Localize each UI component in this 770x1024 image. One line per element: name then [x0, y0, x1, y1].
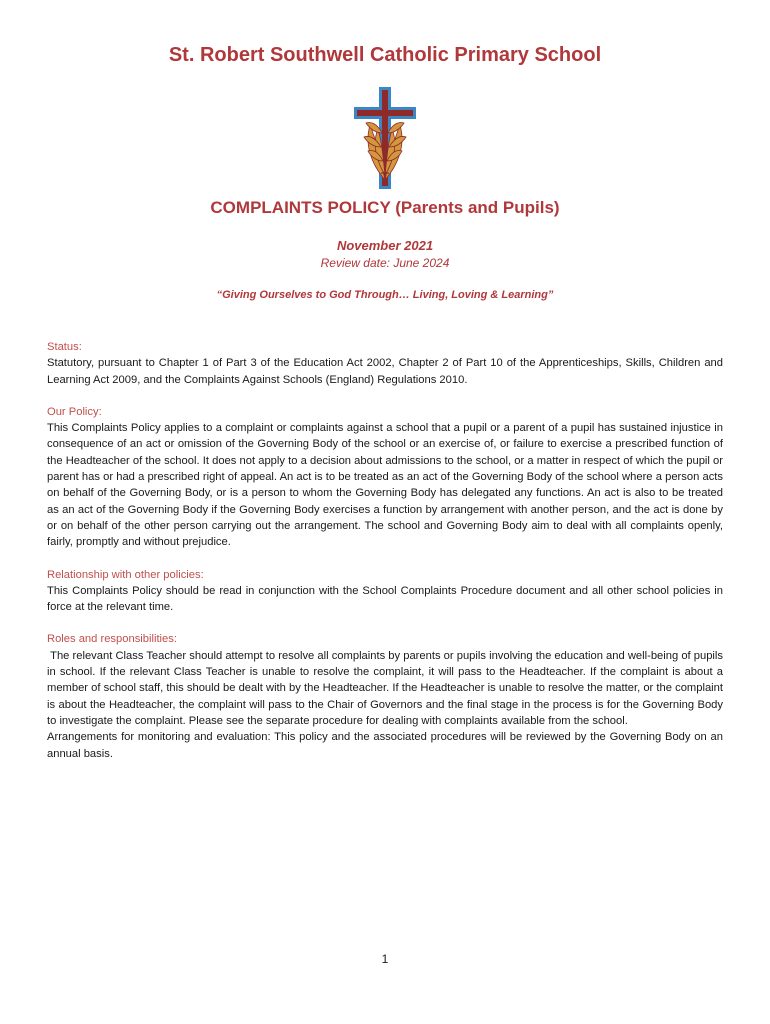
policy-title: COMPLAINTS POLICY (Parents and Pupils) [210, 198, 560, 217]
policy-body [47, 339, 727, 778]
relationship-text: This Complaints Policy should be read in conjunction with the School Complaints Procedure document and all other school policies in force at the relevant time. [47, 584, 723, 614]
school-motto: “Giving Ourselves to God Through… Living, Loving & Learning” [216, 289, 554, 301]
status-section [47, 339, 723, 388]
school-name: St. Robert Southwell Catholic Primary School [168, 44, 602, 66]
status-text: Statutory, pursuant to Chapter 1 of Part 3 of the Education Act 2002, Chapter 2 of Part 10 of the Apprenticeships, Skills, Children and Learning Act 2009, and the Complaints Against Schools (England) Regulations 2010. [47, 357, 723, 386]
relationship-heading: Relationship with other policies: [47, 568, 204, 581]
our-policy-text: This Complaints Policy applies to a complaint or complaints against a school that a pupil or a parent of a pupil has sustained injustice in consequence of an act or omission of the Governing Body of the school or an exercise of, or failure to exercise a prescribed function of the Headteacher of the school. It does not apply to a decision about admissions to the school, or a matter in respect of which the pupil or parent has or had a prescribed right of appeal. An act is to be treated as an act of the Governing Body of the school where a person acts on behalf of the Governing Body, or is a person to whom the Governing Body has delegated any functions. An act is also to be treated as an act of the Governing Body if the Governing Body exercises a function by arrangement with another person, and the act is done by or on behalf of the other person carrying out the arrangement. The school and Governing Body aim to deal with all complaints openly, fairly, promptly and without prejudice. [47, 422, 723, 549]
roles-heading: Roles and responsibilities: [47, 633, 177, 646]
cross-inner-horizontal [357, 110, 413, 116]
policy-date: November 2021 [336, 238, 434, 253]
cross-wheat-crest-icon [352, 85, 418, 193]
page-number: 1 [381, 952, 389, 966]
review-date: Review date: June 2024 [320, 256, 450, 270]
monitoring-text: Arrangements for monitoring and evaluation: This policy and the associated procedures will be reviewed by the Governing Body on an annual basis. [47, 731, 723, 760]
our-policy-heading: Our Policy: [47, 405, 102, 418]
roles-section [47, 631, 727, 761]
status-heading: Status: [47, 341, 82, 353]
relationship-section [47, 567, 723, 616]
roles-text: The relevant Class Teacher should attempt to resolve all complaints by parents or pupils involving the education and well-being of pupils in school. If the relevant Class Teacher is unable to resolve the complaint, it will pass to the Headteacher. If the complaint is about a member of school staff, this should be dealt with by the Headteacher. If the Headteacher is unable to resolve the matter, or the complaint is about the Headteacher, the complaint will pass to the Chair of Governors and the final stage in the process is for the Governing Body to investigate the complaint. Please see the separate procedure for dealing with complaints available from the school. [47, 649, 727, 727]
our-policy-section [47, 404, 723, 551]
